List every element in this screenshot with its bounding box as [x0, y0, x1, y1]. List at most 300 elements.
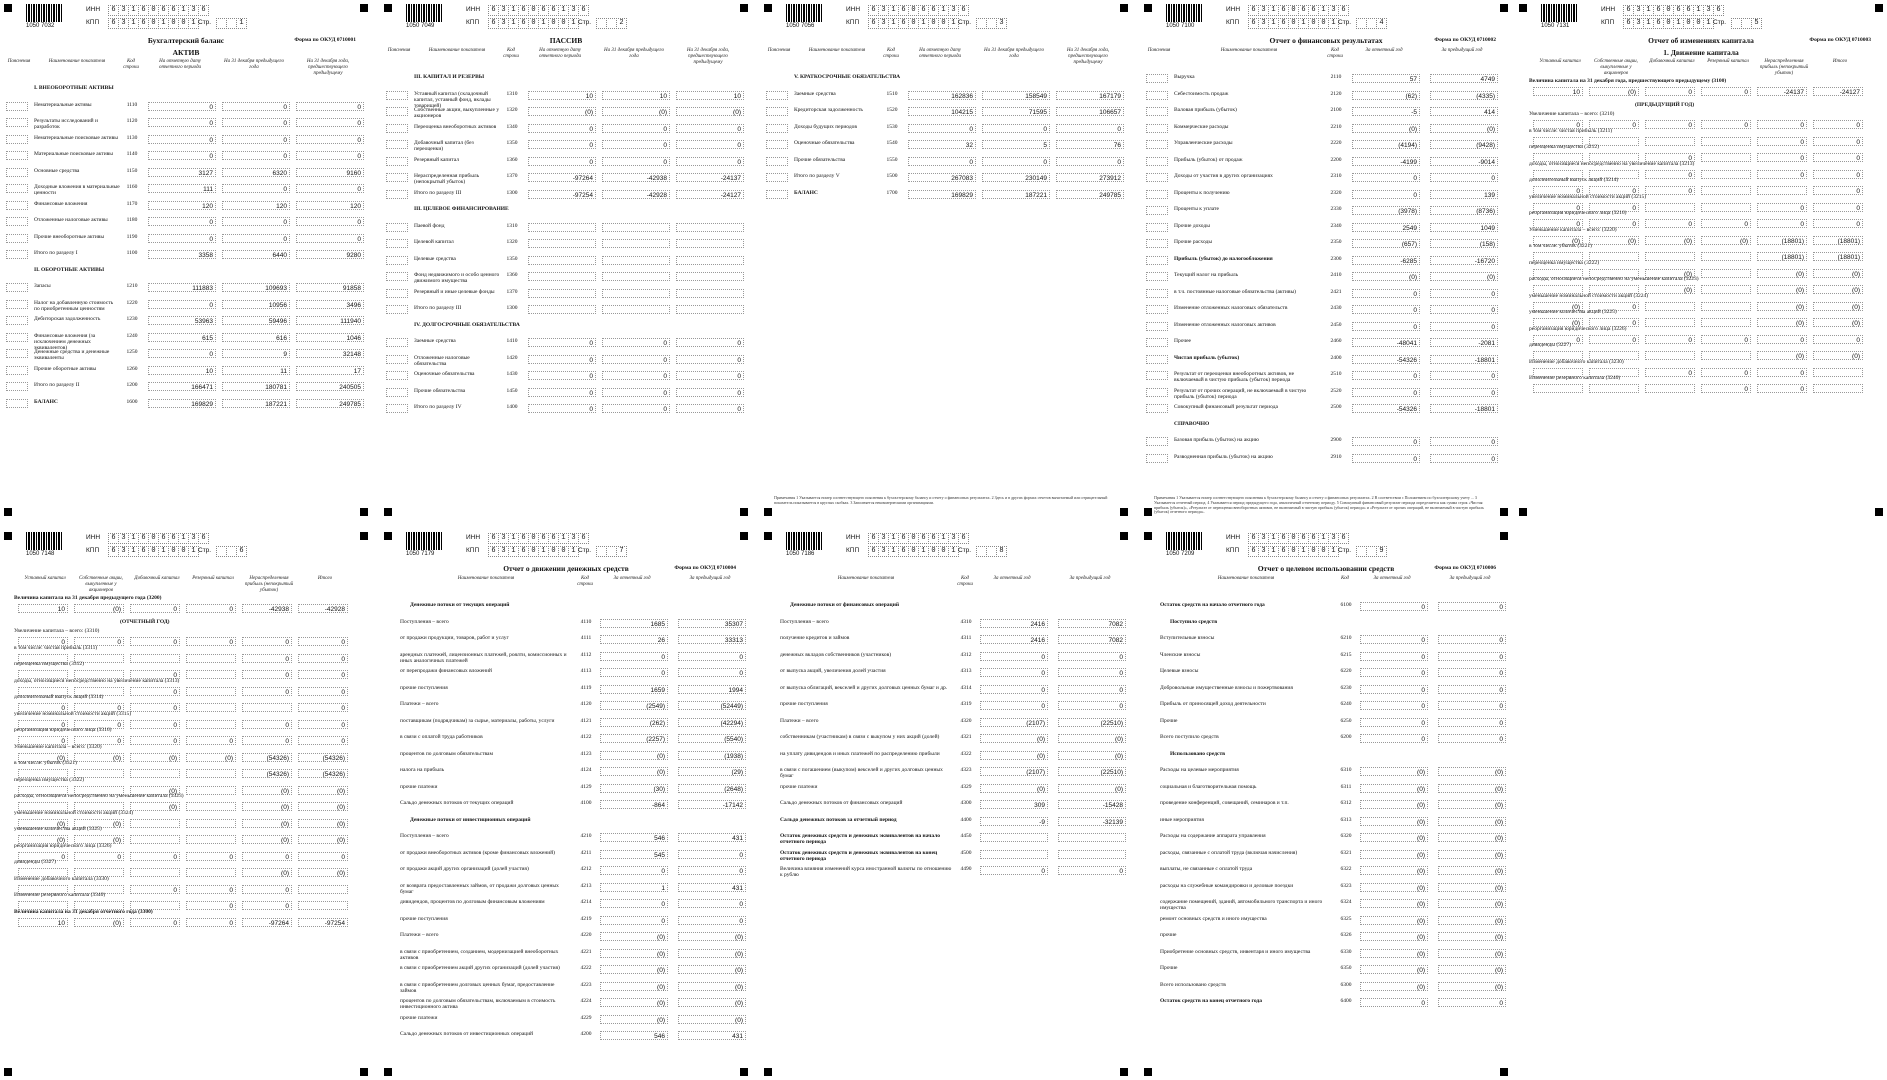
value-cell[interactable]: 0 [602, 157, 670, 166]
value-cell[interactable]: 111940 [296, 316, 364, 325]
value-cell[interactable]: 111 [148, 184, 216, 193]
value-cell[interactable]: (0) [242, 786, 292, 795]
value-cell[interactable]: (0) [130, 802, 180, 811]
value-cell[interactable]: (0) [74, 918, 124, 927]
note-field[interactable] [1146, 355, 1168, 364]
value-cell[interactable]: (18801) [1813, 252, 1863, 261]
kpp-field[interactable] [868, 18, 958, 29]
value-cell[interactable] [602, 272, 670, 281]
value-cell[interactable]: 0 [1757, 170, 1807, 179]
value-cell[interactable]: 0 [1645, 170, 1695, 179]
value-cell[interactable]: 0 [1701, 87, 1751, 96]
value-cell[interactable]: (0) [1438, 899, 1506, 908]
value-cell[interactable]: 10 [528, 91, 596, 100]
value-cell[interactable]: 0 [1360, 668, 1428, 677]
value-cell[interactable]: 0 [602, 404, 670, 413]
value-cell[interactable]: (0) [1438, 982, 1506, 991]
inn-field[interactable] [488, 5, 588, 16]
value-cell[interactable]: 0 [242, 637, 292, 646]
value-cell[interactable]: (0) [600, 1015, 668, 1024]
value-cell[interactable]: 0 [18, 703, 68, 712]
value-cell[interactable]: 0 [600, 916, 668, 925]
value-cell[interactable]: 0 [678, 899, 746, 908]
value-cell[interactable]: 0 [1645, 335, 1695, 344]
value-cell[interactable]: (29) [678, 767, 746, 776]
value-cell[interactable]: 0 [242, 720, 292, 729]
note-field[interactable] [1146, 223, 1168, 232]
value-cell[interactable]: (0) [1360, 800, 1428, 809]
value-cell[interactable]: 0 [1438, 602, 1506, 611]
value-cell[interactable]: 0 [676, 338, 744, 347]
value-cell[interactable]: (0) [1589, 87, 1639, 96]
value-cell[interactable]: 230149 [982, 173, 1050, 182]
note-field[interactable] [1146, 305, 1168, 314]
value-cell[interactable]: 431 [678, 833, 746, 842]
value-cell[interactable]: (0) [186, 753, 236, 762]
value-cell[interactable]: (0) [1430, 124, 1498, 133]
value-cell[interactable]: 249785 [1056, 190, 1124, 199]
value-cell[interactable]: (54326) [298, 769, 348, 778]
value-cell[interactable]: 0 [1813, 335, 1863, 344]
note-field[interactable] [386, 388, 408, 397]
value-cell[interactable]: 0 [678, 652, 746, 661]
value-cell[interactable] [1813, 384, 1863, 393]
value-cell[interactable]: 162836 [908, 91, 976, 100]
value-cell[interactable]: 0 [1757, 203, 1807, 212]
value-cell[interactable] [1589, 384, 1639, 393]
value-cell[interactable]: (8736) [1430, 206, 1498, 215]
note-field[interactable] [6, 300, 28, 309]
value-cell[interactable]: 240505 [296, 382, 364, 391]
note-field[interactable] [766, 190, 788, 199]
value-cell[interactable]: 0 [602, 371, 670, 380]
value-cell[interactable]: (0) [18, 753, 68, 762]
value-cell[interactable]: 0 [1589, 335, 1639, 344]
value-cell[interactable]: 0 [242, 670, 292, 679]
value-cell[interactable]: 0 [980, 652, 1048, 661]
value-cell[interactable]: 0 [676, 404, 744, 413]
value-cell[interactable]: 0 [74, 852, 124, 861]
value-cell[interactable]: 0 [186, 901, 236, 910]
value-cell[interactable]: 9280 [296, 250, 364, 259]
value-cell[interactable]: (4194) [1352, 140, 1420, 149]
value-cell[interactable]: 166471 [148, 382, 216, 391]
kpp-field[interactable] [108, 546, 198, 557]
value-cell[interactable] [676, 256, 744, 265]
inn-field[interactable] [1248, 533, 1348, 544]
note-field[interactable] [1146, 289, 1168, 298]
note-field[interactable] [1146, 437, 1168, 446]
note-field[interactable] [386, 239, 408, 248]
value-cell[interactable]: 53963 [148, 316, 216, 325]
value-cell[interactable]: 546 [600, 833, 668, 842]
value-cell[interactable]: -32139 [1058, 817, 1126, 826]
value-cell[interactable]: 0 [222, 118, 290, 127]
value-cell[interactable]: 0 [1058, 652, 1126, 661]
value-cell[interactable]: 0 [1056, 157, 1124, 166]
value-cell[interactable]: 0 [242, 736, 292, 745]
inn-field[interactable] [1623, 5, 1723, 16]
value-cell[interactable]: (0) [980, 734, 1048, 743]
value-cell[interactable]: -42928 [298, 604, 348, 613]
value-cell[interactable]: 0 [18, 720, 68, 729]
note-field[interactable] [6, 118, 28, 127]
value-cell[interactable]: (0) [242, 835, 292, 844]
value-cell[interactable]: 0 [130, 885, 180, 894]
value-cell[interactable]: 0 [1352, 322, 1420, 331]
value-cell[interactable]: 0 [600, 866, 668, 875]
note-field[interactable] [6, 349, 28, 358]
value-cell[interactable]: (0) [1352, 272, 1420, 281]
value-cell[interactable]: -42938 [602, 173, 670, 182]
value-cell[interactable]: 59496 [222, 316, 290, 325]
value-cell[interactable]: (0) [1438, 866, 1506, 875]
value-cell[interactable]: 0 [74, 720, 124, 729]
note-field[interactable] [1146, 388, 1168, 397]
value-cell[interactable]: (0) [130, 786, 180, 795]
value-cell[interactable]: 0 [600, 899, 668, 908]
value-cell[interactable]: (54326) [242, 753, 292, 762]
value-cell[interactable]: 616 [222, 333, 290, 342]
value-cell[interactable]: (62) [1352, 91, 1420, 100]
value-cell[interactable]: 267083 [908, 173, 976, 182]
note-field[interactable] [1146, 239, 1168, 248]
value-cell[interactable]: (0) [678, 1015, 746, 1024]
value-cell[interactable]: (54326) [298, 753, 348, 762]
value-cell[interactable]: 0 [1533, 203, 1583, 212]
note-field[interactable] [6, 201, 28, 210]
value-cell[interactable]: 0 [1813, 170, 1863, 179]
value-cell[interactable]: (0) [1701, 236, 1751, 245]
value-cell[interactable]: 0 [186, 918, 236, 927]
value-cell[interactable]: 10 [676, 91, 744, 100]
value-cell[interactable]: 0 [982, 157, 1050, 166]
inn-field[interactable] [488, 533, 588, 544]
value-cell[interactable]: (0) [1438, 767, 1506, 776]
value-cell[interactable]: 35307 [678, 619, 746, 628]
value-cell[interactable]: 0 [298, 736, 348, 745]
value-cell[interactable]: (9428) [1430, 140, 1498, 149]
value-cell[interactable]: (0) [242, 868, 292, 877]
value-cell[interactable]: 10 [602, 91, 670, 100]
note-field[interactable] [6, 366, 28, 375]
value-cell[interactable]: 615 [148, 333, 216, 342]
value-cell[interactable]: 0 [678, 668, 746, 677]
note-field[interactable] [1146, 322, 1168, 331]
value-cell[interactable]: (0) [18, 835, 68, 844]
value-cell[interactable]: -24137 [676, 173, 744, 182]
value-cell[interactable] [528, 272, 596, 281]
value-cell[interactable]: 0 [1757, 153, 1807, 162]
value-cell[interactable]: 0 [18, 852, 68, 861]
value-cell[interactable]: 0 [298, 720, 348, 729]
value-cell[interactable]: 17 [296, 366, 364, 375]
value-cell[interactable]: 0 [130, 720, 180, 729]
value-cell[interactable]: (2549) [600, 701, 668, 710]
value-cell[interactable]: 0 [1645, 87, 1695, 96]
value-cell[interactable]: 180781 [222, 382, 290, 391]
value-cell[interactable]: -24127 [1813, 87, 1863, 96]
value-cell[interactable]: 0 [1360, 998, 1428, 1007]
value-cell[interactable]: 0 [1430, 454, 1498, 463]
kpp-field[interactable] [1248, 18, 1338, 29]
value-cell[interactable]: 0 [1757, 368, 1807, 377]
value-cell[interactable] [602, 305, 670, 314]
kpp-field[interactable] [488, 546, 578, 557]
value-cell[interactable]: 0 [528, 371, 596, 380]
value-cell[interactable]: 0 [222, 151, 290, 160]
value-cell[interactable]: 0 [1360, 602, 1428, 611]
value-cell[interactable]: 0 [676, 371, 744, 380]
value-cell[interactable]: 120 [222, 201, 290, 210]
value-cell[interactable]: 431 [678, 883, 746, 892]
value-cell[interactable]: 187221 [222, 399, 290, 408]
value-cell[interactable]: 0 [1058, 668, 1126, 677]
value-cell[interactable]: (0) [1757, 351, 1807, 360]
value-cell[interactable] [528, 305, 596, 314]
value-cell[interactable]: -24127 [676, 190, 744, 199]
note-field[interactable] [386, 91, 408, 100]
value-cell[interactable]: (0) [1360, 932, 1428, 941]
value-cell[interactable]: 0 [1589, 302, 1639, 311]
value-cell[interactable]: (0) [1058, 784, 1126, 793]
value-cell[interactable]: (18801) [1757, 236, 1807, 245]
value-cell[interactable]: 0 [1352, 437, 1420, 446]
value-cell[interactable]: (2257) [600, 734, 668, 743]
value-cell[interactable]: 57 [1352, 74, 1420, 83]
value-cell[interactable]: -2081 [1430, 338, 1498, 347]
inn-field[interactable] [868, 5, 968, 16]
value-cell[interactable]: 0 [1430, 388, 1498, 397]
value-cell[interactable]: 0 [528, 388, 596, 397]
value-cell[interactable]: 0 [676, 157, 744, 166]
value-cell[interactable]: 0 [1438, 652, 1506, 661]
note-field[interactable] [386, 107, 408, 116]
value-cell[interactable]: 0 [130, 687, 180, 696]
value-cell[interactable]: (42294) [678, 718, 746, 727]
value-cell[interactable]: (4335) [1430, 91, 1498, 100]
value-cell[interactable]: (0) [298, 868, 348, 877]
value-cell[interactable]: 0 [1430, 173, 1498, 182]
value-cell[interactable]: 0 [1701, 335, 1751, 344]
value-cell[interactable]: 33313 [678, 635, 746, 644]
value-cell[interactable]: 0 [1430, 289, 1498, 298]
value-cell[interactable]: 0 [1058, 866, 1126, 875]
value-cell[interactable]: 0 [982, 124, 1050, 133]
value-cell[interactable]: 0 [600, 652, 668, 661]
value-cell[interactable]: 0 [18, 637, 68, 646]
value-cell[interactable]: -9014 [1430, 157, 1498, 166]
value-cell[interactable]: 0 [130, 852, 180, 861]
value-cell[interactable]: (0) [678, 982, 746, 991]
value-cell[interactable]: 0 [1645, 186, 1695, 195]
value-cell[interactable]: 0 [298, 703, 348, 712]
value-cell[interactable]: (0) [74, 753, 124, 762]
value-cell[interactable] [1645, 384, 1695, 393]
note-field[interactable] [386, 223, 408, 232]
value-cell[interactable]: 0 [1757, 137, 1807, 146]
value-cell[interactable]: 0 [1813, 137, 1863, 146]
value-cell[interactable]: 0 [130, 637, 180, 646]
value-cell[interactable]: 0 [148, 102, 216, 111]
value-cell[interactable]: 0 [296, 135, 364, 144]
value-cell[interactable]: -54326 [1352, 404, 1420, 413]
value-cell[interactable]: (0) [1438, 932, 1506, 941]
value-cell[interactable]: (2107) [980, 718, 1048, 727]
value-cell[interactable]: -864 [600, 800, 668, 809]
note-field[interactable] [1146, 74, 1168, 83]
value-cell[interactable]: 1049 [1430, 223, 1498, 232]
value-cell[interactable]: 0 [528, 355, 596, 364]
value-cell[interactable]: 0 [148, 234, 216, 243]
value-cell[interactable]: (22510) [1058, 767, 1126, 776]
value-cell[interactable]: 0 [1352, 305, 1420, 314]
value-cell[interactable]: (0) [1757, 318, 1807, 327]
note-field[interactable] [6, 217, 28, 226]
value-cell[interactable] [528, 239, 596, 248]
value-cell[interactable]: 0 [678, 916, 746, 925]
note-field[interactable] [386, 371, 408, 380]
value-cell[interactable]: 9 [222, 349, 290, 358]
value-cell[interactable]: (0) [242, 802, 292, 811]
value-cell[interactable]: 0 [980, 685, 1048, 694]
value-cell[interactable]: (0) [1360, 850, 1428, 859]
value-cell[interactable]: 0 [1352, 289, 1420, 298]
value-cell[interactable]: (0) [1438, 916, 1506, 925]
value-cell[interactable]: 0 [74, 637, 124, 646]
note-field[interactable] [1146, 140, 1168, 149]
value-cell[interactable]: -9 [980, 817, 1048, 826]
value-cell[interactable]: 0 [1813, 203, 1863, 212]
value-cell[interactable]: 0 [1360, 701, 1428, 710]
value-cell[interactable]: 546 [600, 1031, 668, 1040]
value-cell[interactable]: (0) [242, 819, 292, 828]
value-cell[interactable]: (0) [1757, 269, 1807, 278]
value-cell[interactable]: (0) [74, 604, 124, 613]
value-cell[interactable] [676, 239, 744, 248]
note-field[interactable] [6, 184, 28, 193]
value-cell[interactable]: 0 [148, 217, 216, 226]
value-cell[interactable]: 32 [908, 140, 976, 149]
value-cell[interactable] [602, 256, 670, 265]
value-cell[interactable]: (0) [600, 751, 668, 760]
value-cell[interactable]: (0) [1533, 318, 1583, 327]
value-cell[interactable]: 0 [298, 654, 348, 663]
note-field[interactable] [1146, 338, 1168, 347]
note-field[interactable] [386, 157, 408, 166]
value-cell[interactable]: (0) [298, 786, 348, 795]
value-cell[interactable]: 120 [148, 201, 216, 210]
value-cell[interactable]: (5540) [678, 734, 746, 743]
value-cell[interactable]: 0 [148, 151, 216, 160]
value-cell[interactable]: 0 [600, 668, 668, 677]
value-cell[interactable]: -97264 [528, 173, 596, 182]
value-cell[interactable]: (0) [600, 949, 668, 958]
value-cell[interactable]: 169829 [148, 399, 216, 408]
value-cell[interactable]: 0 [528, 157, 596, 166]
value-cell[interactable]: (0) [678, 932, 746, 941]
value-cell[interactable]: (0) [1533, 302, 1583, 311]
value-cell[interactable]: (0) [1438, 850, 1506, 859]
value-cell[interactable] [528, 289, 596, 298]
note-field[interactable] [6, 316, 28, 325]
value-cell[interactable]: 0 [242, 885, 292, 894]
value-cell[interactable]: 0 [1701, 120, 1751, 129]
note-field[interactable] [1146, 124, 1168, 133]
value-cell[interactable]: 0 [296, 217, 364, 226]
value-cell[interactable]: (0) [528, 107, 596, 116]
value-cell[interactable]: (0) [1360, 982, 1428, 991]
value-cell[interactable]: (262) [600, 718, 668, 727]
note-field[interactable] [386, 355, 408, 364]
value-cell[interactable]: -5 [1352, 107, 1420, 116]
value-cell[interactable]: (18801) [1757, 252, 1807, 261]
value-cell[interactable]: 91858 [296, 283, 364, 292]
value-cell[interactable]: (0) [1813, 269, 1863, 278]
value-cell[interactable]: (3978) [1352, 206, 1420, 215]
note-field[interactable] [386, 404, 408, 413]
value-cell[interactable]: (0) [1360, 767, 1428, 776]
value-cell[interactable]: 0 [1701, 368, 1751, 377]
value-cell[interactable]: 9160 [296, 168, 364, 177]
note-field[interactable] [6, 168, 28, 177]
value-cell[interactable]: (0) [1360, 784, 1428, 793]
value-cell[interactable]: (0) [1589, 236, 1639, 245]
value-cell[interactable]: (0) [1360, 899, 1428, 908]
note-field[interactable] [386, 289, 408, 298]
value-cell[interactable]: 0 [676, 355, 744, 364]
value-cell[interactable]: (0) [676, 107, 744, 116]
value-cell[interactable]: -48041 [1352, 338, 1420, 347]
value-cell[interactable]: (0) [1360, 833, 1428, 842]
value-cell[interactable]: 0 [242, 654, 292, 663]
value-cell[interactable]: 0 [148, 118, 216, 127]
note-field[interactable] [1146, 190, 1168, 199]
value-cell[interactable]: (0) [298, 835, 348, 844]
value-cell[interactable]: (0) [1438, 965, 1506, 974]
value-cell[interactable]: 0 [676, 140, 744, 149]
value-cell[interactable]: 0 [1533, 335, 1583, 344]
value-cell[interactable]: 4749 [1430, 74, 1498, 83]
value-cell[interactable]: (0) [130, 753, 180, 762]
value-cell[interactable]: 0 [1438, 685, 1506, 694]
value-cell[interactable]: (0) [1813, 351, 1863, 360]
value-cell[interactable]: 0 [1058, 685, 1126, 694]
value-cell[interactable]: (0) [600, 982, 668, 991]
value-cell[interactable]: 0 [1813, 186, 1863, 195]
value-cell[interactable]: 0 [1438, 635, 1506, 644]
note-field[interactable] [1146, 107, 1168, 116]
value-cell[interactable]: 0 [186, 637, 236, 646]
value-cell[interactable]: (0) [602, 107, 670, 116]
value-cell[interactable]: 26 [600, 635, 668, 644]
value-cell[interactable]: (0) [1438, 883, 1506, 892]
value-cell[interactable]: 158549 [982, 91, 1050, 100]
value-cell[interactable]: 104215 [908, 107, 976, 116]
value-cell[interactable]: 0 [148, 300, 216, 309]
value-cell[interactable]: -4199 [1352, 157, 1420, 166]
value-cell[interactable]: 0 [1757, 384, 1807, 393]
value-cell[interactable]: 0 [1352, 371, 1420, 380]
value-cell[interactable]: (0) [1438, 800, 1506, 809]
note-field[interactable] [386, 338, 408, 347]
kpp-field[interactable] [488, 18, 578, 29]
value-cell[interactable] [298, 901, 348, 910]
value-cell[interactable]: (0) [1757, 285, 1807, 294]
note-field[interactable] [386, 256, 408, 265]
value-cell[interactable]: 0 [298, 852, 348, 861]
value-cell[interactable]: 0 [908, 157, 976, 166]
